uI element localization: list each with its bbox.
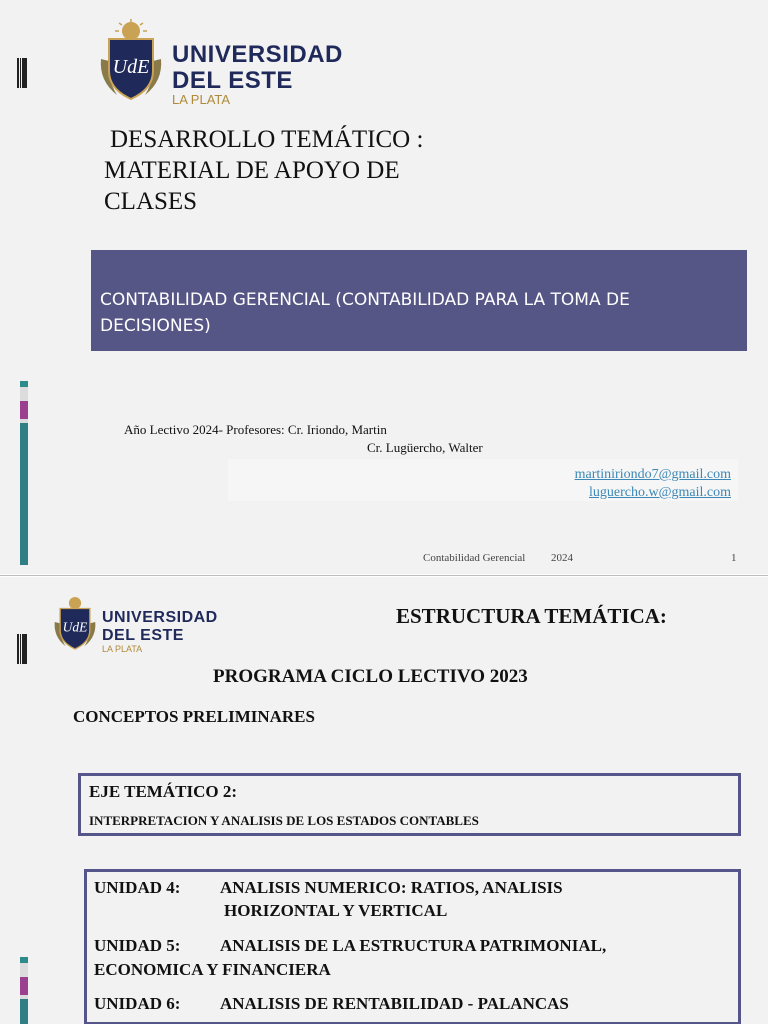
- unit-5-label: UNIDAD 5:: [94, 936, 181, 955]
- thematic-axis-title: EJE TEMÁTICO 2:: [89, 782, 237, 801]
- thematic-axis-subtitle: INTERPRETACION Y ANALISIS DE LOS ESTADOS CONTABLES: [89, 813, 479, 828]
- slide-marker-icon: [17, 58, 27, 88]
- unit-6-text: ANALISIS DE RENTABILIDAD - PALANCAS: [220, 994, 569, 1013]
- footer-year: 2024: [551, 552, 573, 564]
- professors-line-1: Año Lectivo 2024- Profesores: Cr. Iriondo, Martin: [124, 422, 387, 437]
- course-banner-text: CONTABILIDAD GERENCIAL (CONTABILIDAD PARA LA TOMA DE DECISIONES): [100, 290, 630, 336]
- university-crest-icon: [97, 19, 165, 105]
- course-banner: [91, 250, 747, 351]
- thematic-axis-box: [78, 773, 741, 836]
- email-link-luguercho[interactable]: luguercho.w@gmail.com: [589, 485, 731, 500]
- side-color-strip: [20, 381, 28, 565]
- university-city: LA PLATA: [102, 644, 143, 654]
- slide-marker-icon: [17, 634, 27, 664]
- slide-2-title: ESTRUCTURA TEMÁTICA:: [396, 604, 667, 628]
- program-heading: PROGRAMA CICLO LECTIVO 2023: [213, 666, 528, 687]
- side-color-strip: [20, 957, 28, 1024]
- unit-5-text-line2: ECONOMICA Y FINANCIERA: [94, 960, 331, 979]
- slide-2: [0, 577, 768, 1024]
- university-logo: [52, 595, 222, 655]
- university-name: UNIVERSIDAD: [172, 41, 343, 68]
- unit-6-label: UNIDAD 6:: [94, 994, 181, 1013]
- university-name-line2: DEL ESTE: [102, 627, 184, 644]
- footer-page-number: 1: [731, 552, 737, 564]
- units-box: [84, 869, 741, 1024]
- university-name: UNIVERSIDAD: [102, 609, 218, 626]
- svg-text:UdE: UdE: [112, 56, 150, 78]
- email-box: [228, 459, 738, 501]
- slide-1-title: DESARROLLO TEMÁTICO : MATERIAL DE APOYO DE CLASES: [104, 126, 424, 215]
- email-link-iriondo[interactable]: martiniriondo7@gmail.com: [574, 467, 731, 482]
- unit-4-label: UNIDAD 4:: [94, 878, 181, 897]
- unit-4-text-line2: HORIZONTAL Y VERTICAL: [224, 901, 448, 920]
- university-crest-icon: [52, 595, 98, 653]
- university-city: LA PLATA: [172, 92, 231, 107]
- university-logo: [97, 19, 343, 109]
- unit-5-text: ANALISIS DE LA ESTRUCTURA PATRIMONIAL,: [220, 936, 607, 955]
- preliminary-concepts: CONCEPTOS PRELIMINARES: [73, 707, 315, 726]
- university-name-line2: DEL ESTE: [172, 67, 293, 94]
- svg-text:UdE: UdE: [62, 619, 88, 635]
- footer-course: Contabilidad Gerencial: [423, 552, 526, 564]
- unit-4-text: ANALISIS NUMERICO: RATIOS, ANALISIS: [220, 878, 563, 897]
- professors-line-2: Cr. Lugüercho, Walter: [367, 440, 483, 455]
